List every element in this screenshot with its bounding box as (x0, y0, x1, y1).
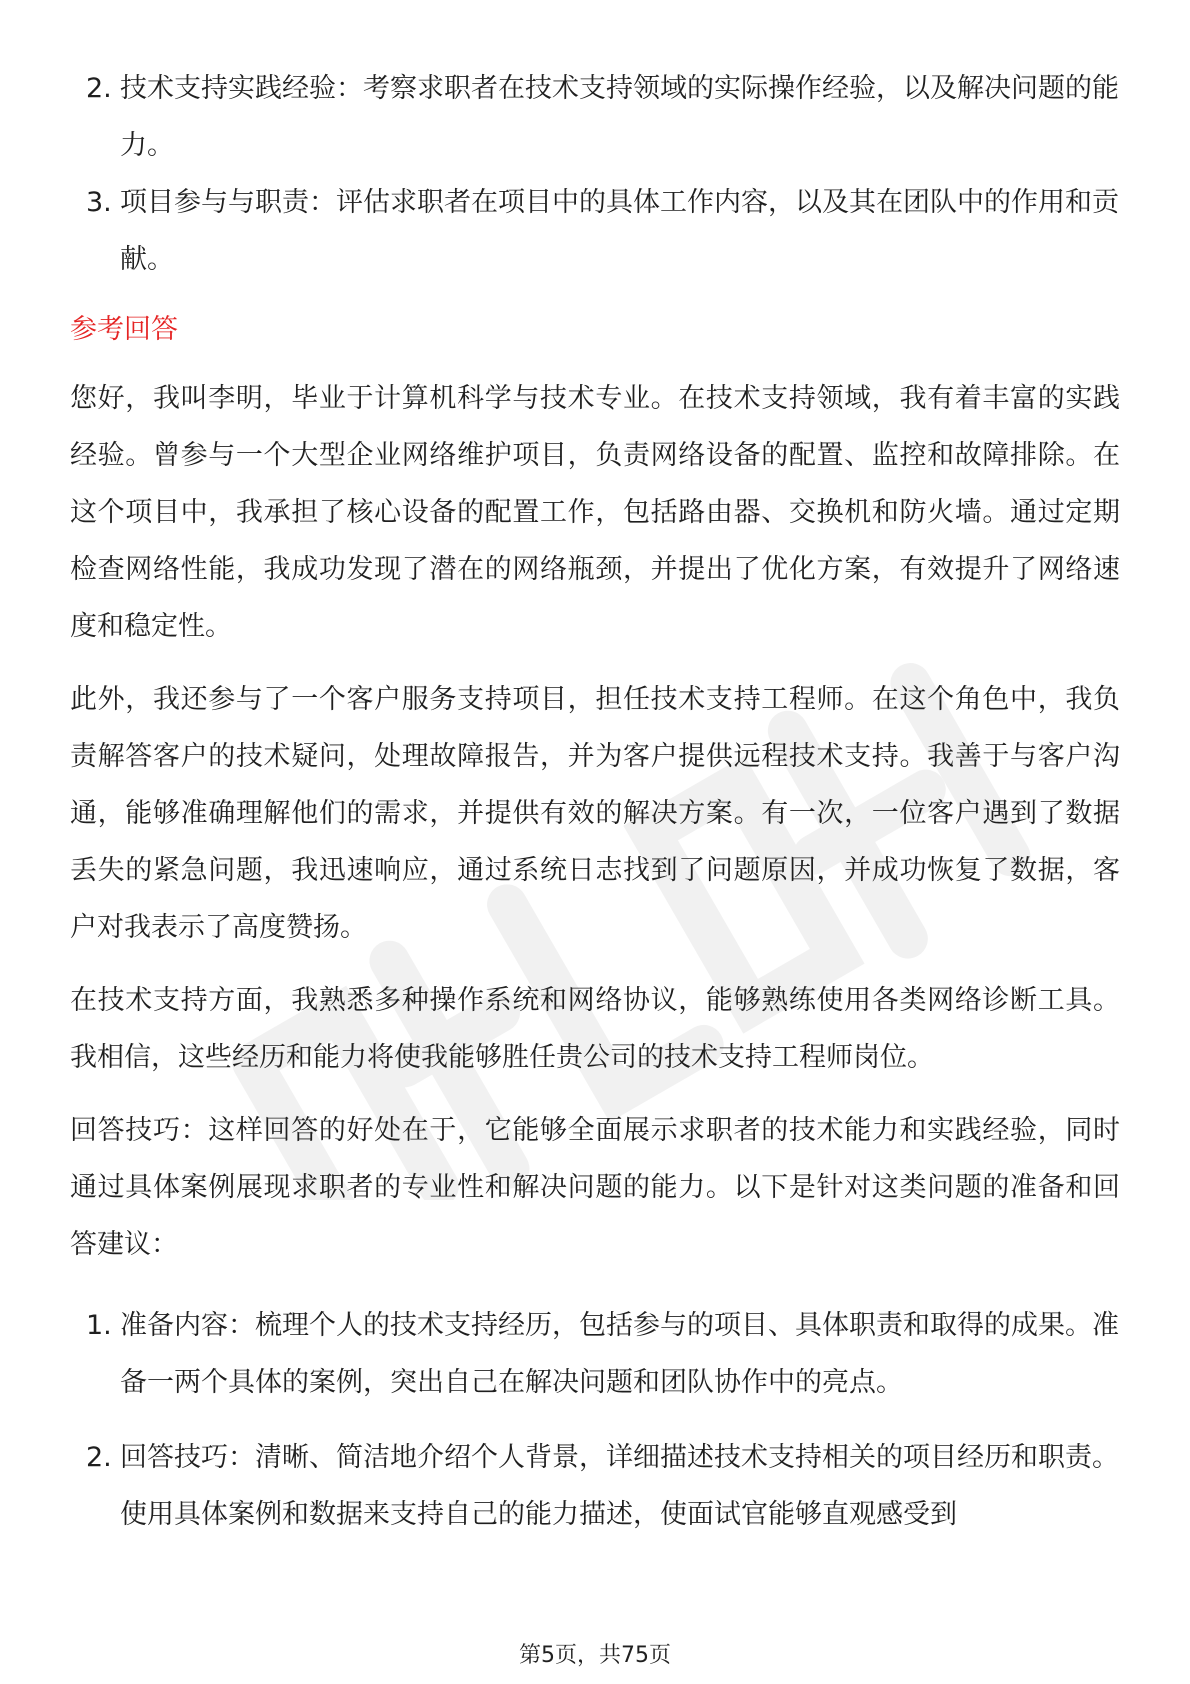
list-number: 3. (86, 187, 112, 218)
answer-paragraph: 此外，我还参与了一个客户服务支持项目，担任技术支持工程师。在这个角色中，我负责解答客户的技术疑问，处理故障报告，并为客户提供远程技术支持。我善于与客户沟通，能够准确理解他们的需求，并提供有效的解决方案。有一次，一位客户遇到了数据丢失的紧急问题，我迅速响应，通过系统日志找到了问题原因，并成功恢复了数据，客户对我表示了高度赞扬。 (70, 684, 1120, 943)
section-heading: 参考回答 (70, 314, 178, 345)
list-text: 准备内容：梳理个人的技术支持经历，包括参与的项目、具体职责和取得的成果。准备一两个具体的案例，突出自己在解决问题和团队协作中的亮点。 (120, 1310, 1119, 1398)
page-footer: 第5页，共75页 (519, 1643, 671, 1668)
list-item (70, 174, 1120, 288)
list-item (70, 1297, 1120, 1411)
content-area (70, 60, 1120, 1561)
list-item (70, 60, 1120, 174)
bottom-numbered-list (70, 1297, 1120, 1543)
top-numbered-list (70, 60, 1120, 288)
list-text: 回答技巧：清晰、简洁地介绍个人背景，详细描述技术支持相关的项目经历和职责。使用具体案例和数据来支持自己的能力描述，使面试官能够直观感受到 (120, 1442, 1119, 1530)
list-number: 2. (86, 73, 112, 104)
list-number: 2. (86, 1442, 112, 1473)
list-text: 技术支持实践经验：考察求职者在技术支持领域的实际操作经验，以及解决问题的能力。 (120, 73, 1119, 161)
answer-paragraph: 您好，我叫李明，毕业于计算机科学与技术专业。在技术支持领域，我有着丰富的实践经验。曾参与一个大型企业网络维护项目，负责网络设备的配置、监控和故障排除。在这个项目中，我承担了核心设备的配置工作，包括路由器、交换机和防火墙。通过定期检查网络性能，我成功发现了潜在的网络瓶颈，并提出了优化方案，有效提升了网络速度和稳定性。 (70, 383, 1120, 642)
answer-paragraph: 在技术支持方面，我熟悉多种操作系统和网络协议，能够熟练使用各类网络诊断工具。我相信，这些经历和能力将使我能够胜任贵公司的技术支持工程师岗位。 (70, 985, 1120, 1073)
list-text: 项目参与与职责：评估求职者在项目中的具体工作内容，以及其在团队中的作用和贡献。 (120, 187, 1119, 275)
tips-paragraph: 回答技巧：这样回答的好处在于，它能够全面展示求职者的技术能力和实践经验，同时通过具体案例展现求职者的专业性和解决问题的能力。以下是针对这类问题的准备和回答建议： (70, 1115, 1120, 1260)
list-item (70, 1429, 1120, 1543)
list-number: 1. (86, 1310, 112, 1341)
